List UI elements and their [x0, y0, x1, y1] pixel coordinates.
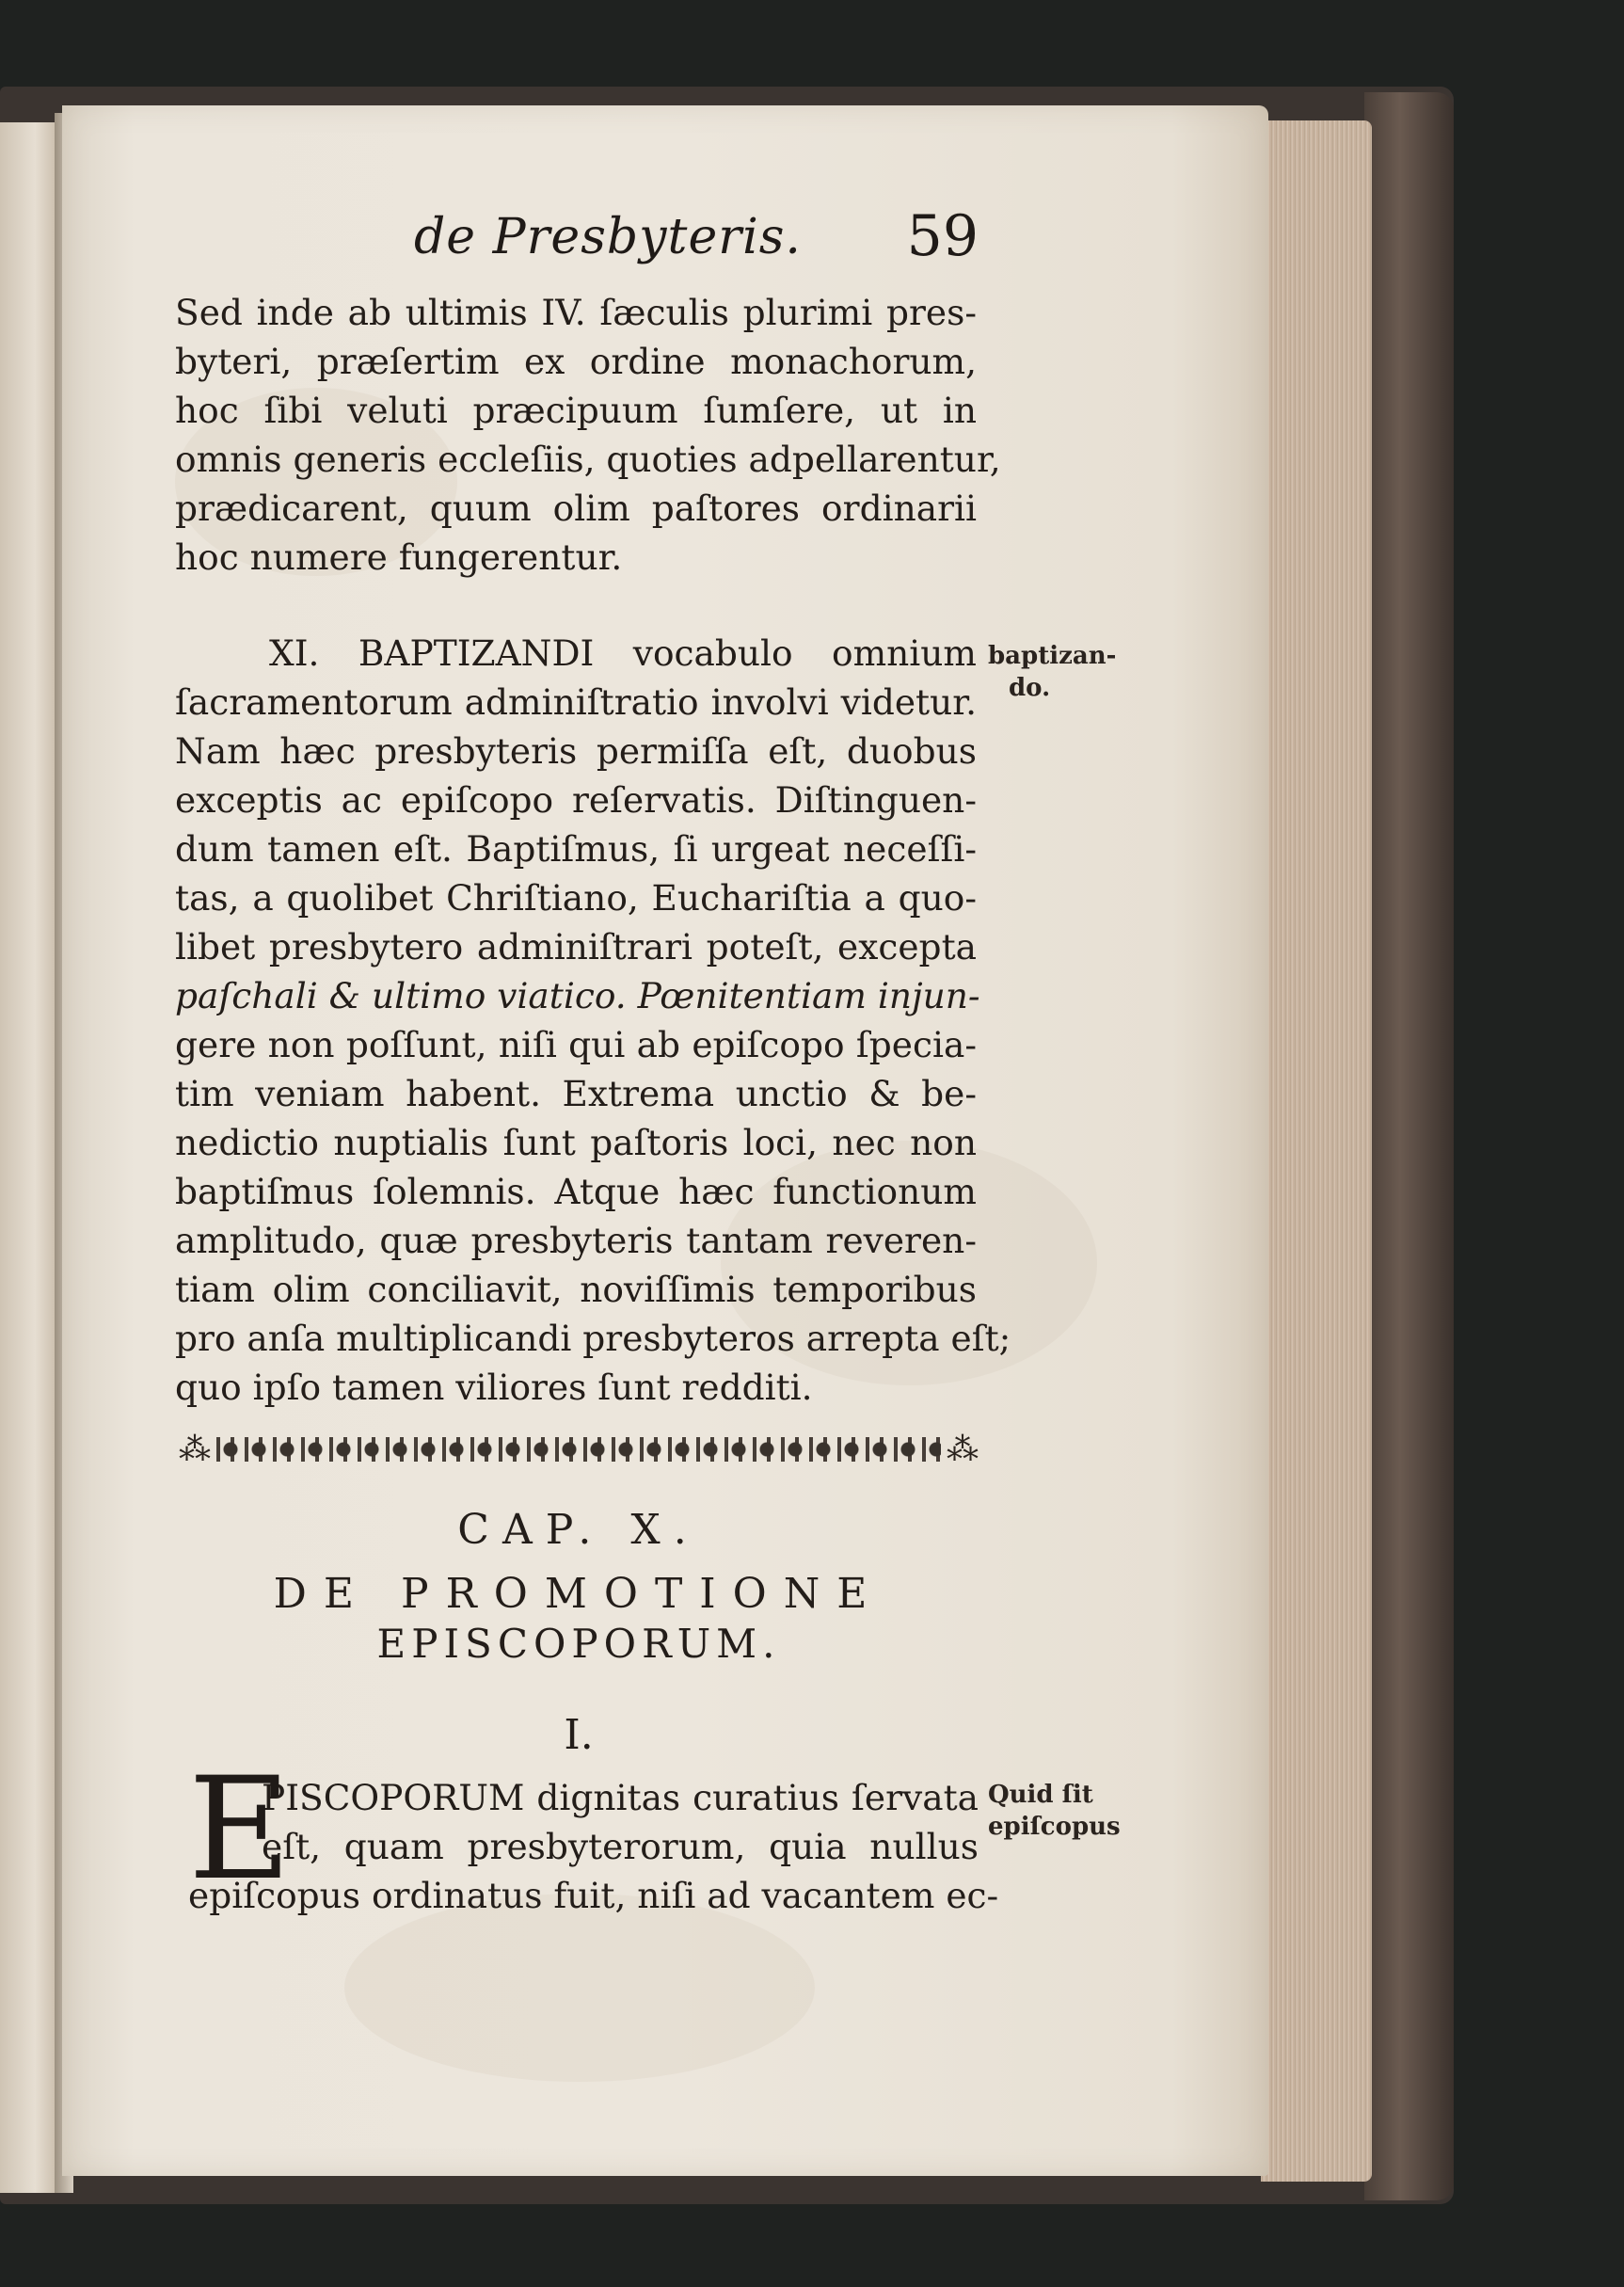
- chapter-title-line-2: EPISCOPORUM.: [376, 1621, 781, 1667]
- text-line: amplitudo, quæ presbyteris tantam reveren-: [175, 1220, 977, 1261]
- margin-note-line: do.: [1009, 674, 1051, 702]
- text-line: exceptis ac epiſcopo reſervatis. Diſtinguen-: [175, 779, 977, 821]
- book-spine-edge: [1364, 92, 1454, 2200]
- margin-note-line: Quid ſit: [988, 1781, 1093, 1809]
- text-line: tas, a quolibet Chriſtiano, Euchariſtia a quo-: [175, 877, 977, 919]
- ornament-band: [216, 1437, 941, 1462]
- chapter-title-line-1: DE PROMOTIONE: [273, 1570, 884, 1618]
- text-line: eſt, quam presbyterorum, quia nullus: [262, 1826, 979, 1867]
- text-line: tiam olim conciliavit, noviſſimis temporibus: [175, 1269, 977, 1310]
- text-line: byteri, præſertim ex ordine monachorum,: [175, 341, 977, 382]
- text-line: nedictio nuptialis ſunt paſtoris loci, nec non: [175, 1122, 977, 1163]
- page-edges: [1261, 120, 1372, 2182]
- text-line: libet presbytero adminiſtrari poteſt, excepta: [175, 926, 977, 968]
- text-line: Sed inde ab ultimis IV. ſæculis plurimi pres-: [175, 292, 977, 333]
- chapter-number: CAP. X.: [457, 1506, 700, 1554]
- margin-note-line: baptizan-: [988, 642, 1117, 670]
- section-number: I.: [564, 1711, 594, 1759]
- ornament-right: ⁂: [947, 1431, 979, 1468]
- text-line: PISCOPORUM dignitas curatius ſervata: [262, 1777, 979, 1818]
- page-header: [113, 203, 979, 284]
- text-line: XI. BAPTIZANDI vocabulo omnium: [269, 632, 977, 674]
- margin-note-baptizando: [988, 640, 1116, 704]
- text-line: baptiſmus ſolemnis. Atque hæc functionum: [175, 1171, 977, 1212]
- text-line: gere non poſſunt, niſi qui ab epiſcopo ſpecia-: [175, 1024, 977, 1065]
- text-line: prædicarent, quum olim paſtores ordinarii: [175, 488, 977, 529]
- margin-note-line: epiſcopus: [988, 1813, 1121, 1841]
- running-title: de Presbyteris.: [414, 209, 802, 265]
- ornamental-divider: [179, 1429, 979, 1470]
- paragraph-2: [175, 629, 1011, 1412]
- text-line: omnis generis eccleſiis, quoties adpellarentur,: [175, 439, 1001, 480]
- page-number: 59: [906, 203, 979, 269]
- text-line: paſchali & ultimo viatico. Pœnitentiam injun-: [175, 975, 980, 1016]
- text-line: dum tamen eſt. Baptiſmus, ſi urgeat neceſſi-: [175, 828, 977, 870]
- text-line: epiſcopus ordinatus fuit, niſi ad vacantem ec-: [188, 1875, 999, 1916]
- text-line: hoc numere fungerentur.: [175, 536, 623, 578]
- text-line: ſacramentorum adminiſtratio involvi videtur.: [175, 681, 977, 723]
- paper-stain: [344, 1894, 815, 2082]
- text-line: Nam hæc presbyteris permiſſa eſt, duobus: [175, 730, 977, 772]
- drop-cap: E: [188, 1748, 292, 1911]
- paragraph-3: [188, 1748, 999, 1920]
- paragraph-1: [175, 288, 1001, 582]
- facing-page-edge: [0, 122, 58, 2193]
- text-line: quo ipſo tamen viliores ſunt redditi.: [175, 1367, 813, 1408]
- text-line: hoc ſibi veluti præcipuum ſumſere, ut in: [175, 390, 977, 431]
- text-line: pro anſa multiplicandi presbyteros arrepta eſt;: [175, 1318, 1011, 1359]
- margin-note-quid-sit-episcopus: [988, 1779, 1121, 1843]
- ornament-left: ⁂: [179, 1431, 211, 1468]
- text-line: tim veniam habent. Extrema unctio & be-: [175, 1073, 977, 1114]
